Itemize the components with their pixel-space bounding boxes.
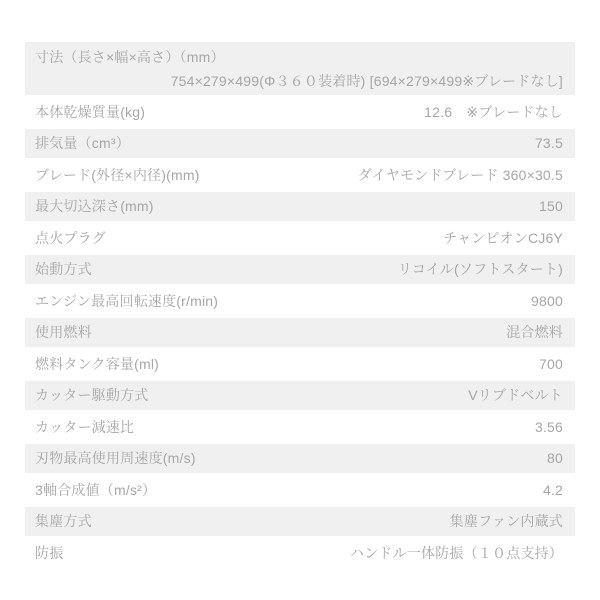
spec-value: ダイヤモンドブレード 360×30.5 [357, 166, 563, 183]
spec-label: 本体乾燥質量(kg) [35, 103, 146, 120]
spec-row-dust-collection [25, 507, 575, 536]
spec-value: 150 [539, 198, 563, 214]
spec-label: 排気量（cm³） [35, 135, 130, 151]
spec-label: ブレード(外径×内径)(mm) [35, 166, 200, 183]
spec-label: 燃料タンク容量(ml) [35, 355, 160, 372]
spec-value: 混合燃料 [506, 324, 563, 340]
spec-table [25, 42, 575, 570]
spec-row-spark-plug [25, 223, 575, 252]
spec-row-max-blade-speed [25, 444, 575, 473]
spec-label: 最大切込深さ(mm) [35, 198, 154, 214]
spec-row-displacement [25, 129, 575, 158]
spec-value: 4.2 [542, 481, 563, 498]
spec-row-anti-vibration [25, 538, 575, 567]
spec-label: 使用燃料 [35, 324, 92, 340]
spec-label: 点火プラグ [35, 229, 106, 246]
spec-value: 12.6 ※ブレードなし [424, 103, 563, 120]
spec-row-blade [25, 160, 575, 189]
spec-value: 集塵ファン内蔵式 [449, 513, 563, 529]
spec-value: ハンドル一体防振（１０点支持） [350, 544, 563, 561]
spec-label: カッター減速比 [35, 418, 135, 435]
spec-row-cutter-reduction-ratio [25, 412, 575, 441]
spec-label: エンジン最高回転速度(r/min) [35, 292, 219, 309]
spec-row-max-engine-speed [25, 286, 575, 315]
spec-value: 754×279×499(Φ３６０装着時) [694×279×499※ブレードなし] [170, 73, 563, 89]
spec-value: チャンピオンCJ6Y [443, 229, 563, 246]
spec-value: 3.56 [534, 418, 563, 435]
spec-label: 防振 [35, 544, 64, 561]
spec-row-cutter-drive [25, 381, 575, 410]
spec-value: 9800 [531, 292, 563, 309]
spec-value: 700 [539, 355, 563, 372]
spec-value: 80 [547, 450, 563, 466]
spec-label: 3軸合成値（m/s²） [35, 481, 157, 498]
spec-value: Vリブドベルト [468, 387, 563, 403]
spec-label: 刃物最高使用周速度(m/s) [35, 450, 196, 466]
spec-row-fuel-tank-capacity [25, 349, 575, 378]
spec-row-starting-method [25, 255, 575, 284]
spec-row-fuel-type [25, 318, 575, 347]
spec-label: 集塵方式 [35, 513, 92, 529]
spec-label: 寸法（長さ×幅×高さ）（mm） [35, 49, 225, 65]
spec-value: リコイル(ソフトスタート) [397, 261, 563, 277]
spec-label: カッター駆動方式 [35, 387, 149, 403]
spec-row-dimensions [25, 42, 575, 95]
spec-row-dry-weight [25, 97, 575, 126]
spec-row-max-cut-depth [25, 192, 575, 221]
spec-label: 始動方式 [35, 261, 92, 277]
spec-row-vibration-value [25, 475, 575, 504]
spec-value: 73.5 [534, 135, 563, 151]
